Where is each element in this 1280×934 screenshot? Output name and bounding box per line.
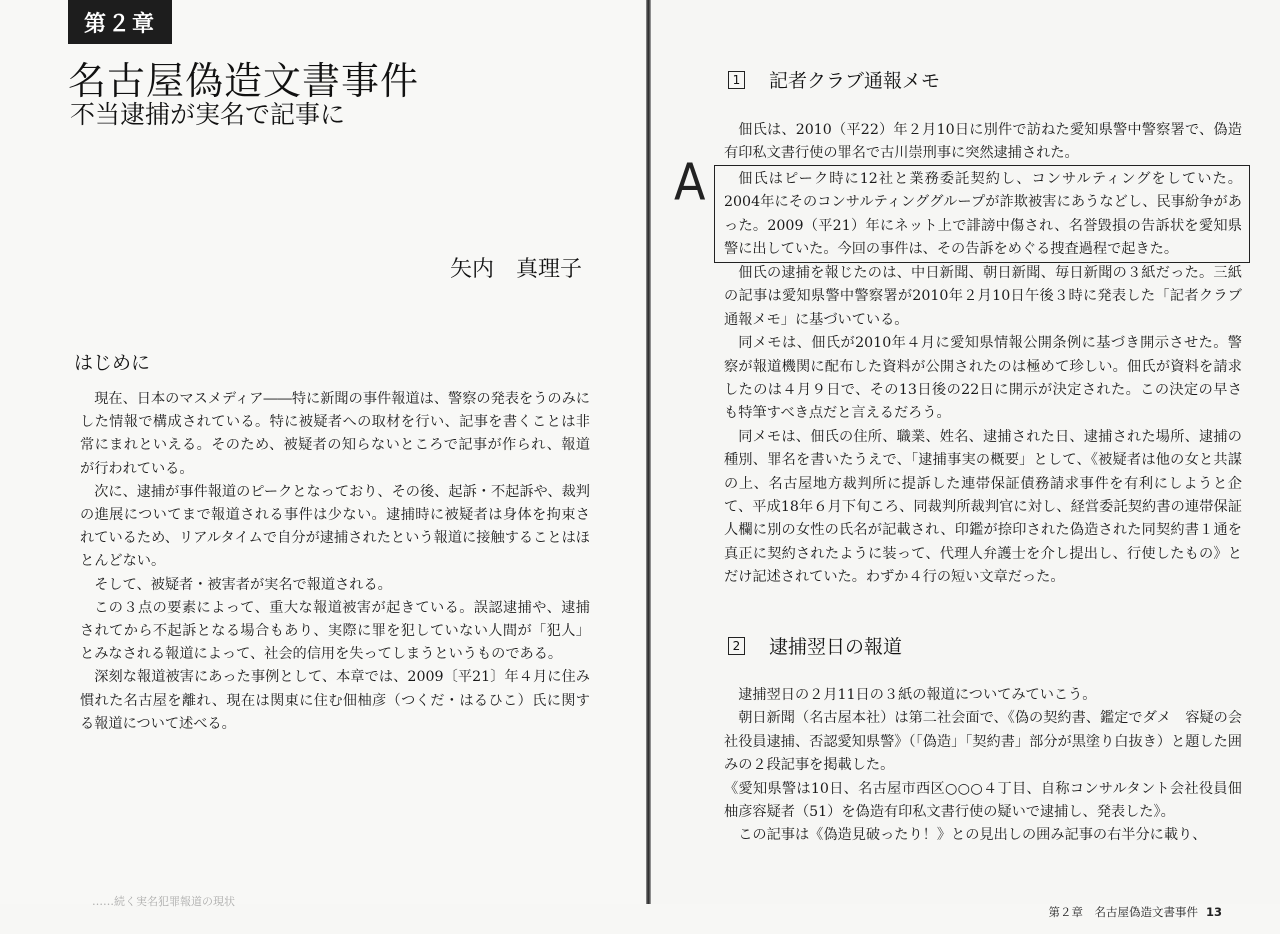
- paragraph: 朝日新聞（名古屋本社）は第二社会面で、《偽の契約書、鑑定でダメ 容疑の会社役員逮捕、否認愛知県警》（「偽造」「契約書」部分が黒塗り白抜き）と題した囲みの２段記事を掲載した。: [724, 710, 1242, 774]
- section-number-box-icon: 2: [728, 637, 745, 655]
- section-2-body: [724, 684, 1242, 848]
- paragraph: 佃氏の逮捕を報じたのは、中日新聞、朝日新聞、毎日新聞の３紙だった。三紙の記事は愛知県警中警察署が2010年２月10日午後３時に発表した「記者クラブ通報メモ」に基づいている。: [724, 265, 1242, 328]
- author-name: 矢内 真理子: [449, 257, 582, 282]
- section-heading-introduction: はじめに: [74, 352, 151, 374]
- page-number: 13: [1205, 905, 1222, 919]
- chapter-subtitle: 不当逮捕が実名で記事に: [70, 100, 346, 129]
- right-running-footer: [1034, 890, 1222, 934]
- chapter-title: 名古屋偽造文書事件: [68, 59, 420, 103]
- paragraph: 同メモは、佃氏の住所、職業、姓名、逮捕された日、逮捕された場所、逮捕の種別、罪名を書いたうえで、「逮捕事実の概要」として、《被疑者は他の女と共謀の上、名古屋地方裁判所に提訴した連帯保証債務請求事件を有利にしようと企て、平成18年６月下旬ころ、同裁判所裁判官に対し、経営委託契約書の連帯保証人欄に別の女性の氏名が記載され、印鑑が捺印された偽造された同契約書１通を真正に契約されたように装って、代理人弁護士を介し提出し、行使したもの》とだけ記述されていた。わずか４行の短い文章だった。: [724, 428, 1242, 586]
- handwritten-annotation-a: A: [674, 152, 706, 212]
- introduction-body: [80, 388, 590, 736]
- chapter-badge: 第２章: [68, 0, 172, 44]
- paragraph: 現在、日本のマスメディア――特に新聞の事件報道は、警察の発表をうのみにした情報で構成されている。特に被疑者への取材を行い、記事を書くことは非常にまれといえる。そのため、被疑者の知らないところで記事が作られ、報道が行われている。: [80, 391, 590, 477]
- book-spine-divider: [646, 0, 651, 904]
- section-1-intro: [724, 119, 1242, 166]
- paragraph: 佃氏はピーク時に12社と業務委託契約し、コンサルティングをしていた。2004年にそのコンサルティンググループが詐欺被害にあうなどし、民事紛争があった。2009（平21）年にネット上で誹謗中傷され、名誉毀損の告訴状を愛知県警に出していた。今回の事件は、その告訴をめぐる捜査過程で起きた。: [724, 171, 1242, 258]
- paragraph: この３点の要素によって、重大な報道被害が起きている。誤認逮捕や、逮捕されてから不起訴となる場合もあり、実際に罪を犯していない人間が「犯人」とみなされる報道によって、社会的信用を失ってしまうというものである。: [80, 599, 590, 663]
- left-page: [0, 0, 648, 908]
- paragraph: 深刻な報道被害にあった事例として、本章では、2009〔平21〕年４月に住み慣れた名古屋を離れ、現在は関東に住む佃柚彦（つくだ・はるひこ）氏に関する報道について述べる。: [80, 669, 590, 732]
- paragraph: この記事は《偽造見破ったり！》との見出しの囲み記事の右半分に載り、: [738, 827, 1207, 844]
- section-1-heading: [728, 66, 940, 93]
- left-running-footer: ……続く実名犯罪報道の現状: [92, 895, 235, 908]
- paragraph: 逮捕翌日の２月11日の３紙の報道についてみていこう。: [738, 687, 1097, 703]
- section-2-title: 逮捕翌日の報道: [769, 636, 903, 658]
- paragraph: 佃氏は、2010（平22）年２月10日に別件で訪ねた愛知県警中警察署で、偽造有印私文書行使の罪名で古川崇刑事に突然逮捕された。: [724, 122, 1242, 162]
- boxed-paragraph: [724, 168, 1242, 262]
- section-number-box-icon: 1: [728, 71, 745, 89]
- section-2-heading: [728, 632, 902, 659]
- paragraph: 《愛知県警は10日、名古屋市西区○○○４丁目、自称コンサルタント会社役員佃柚彦容疑者（51）を偽造有印私文書行使の疑いで逮捕し、発表した》。: [724, 780, 1242, 821]
- right-page: [652, 0, 1280, 919]
- section-1-title: 記者クラブ通報メモ: [769, 70, 941, 92]
- section-1-body: [724, 262, 1242, 590]
- paragraph: 同メモは、佃氏が2010年４月に愛知県情報公開条例に基づき開示させた。警察が報道機関に配布した資料が公開されたのは極めて珍しい。佃氏が資料を請求したのは４月９日で、その13日後の22日に開示が決定された。この決定の早さも特筆すべき点だと言えるだろう。: [724, 335, 1242, 422]
- paragraph: そして、被疑者・被害者が実名で報道される。: [94, 576, 392, 593]
- paragraph: 次に、逮捕が事件報道のピークとなっており、その後、起訴・不起訴や、裁判の進展についてまで報道される事件は少ない。逮捕時に被疑者は身体を拘束されているため、リアルタイムで自分が逮捕されたという報道に接触することはほとんどない。: [80, 483, 590, 570]
- running-head: 第２章 名古屋偽造文書事件: [1048, 905, 1198, 919]
